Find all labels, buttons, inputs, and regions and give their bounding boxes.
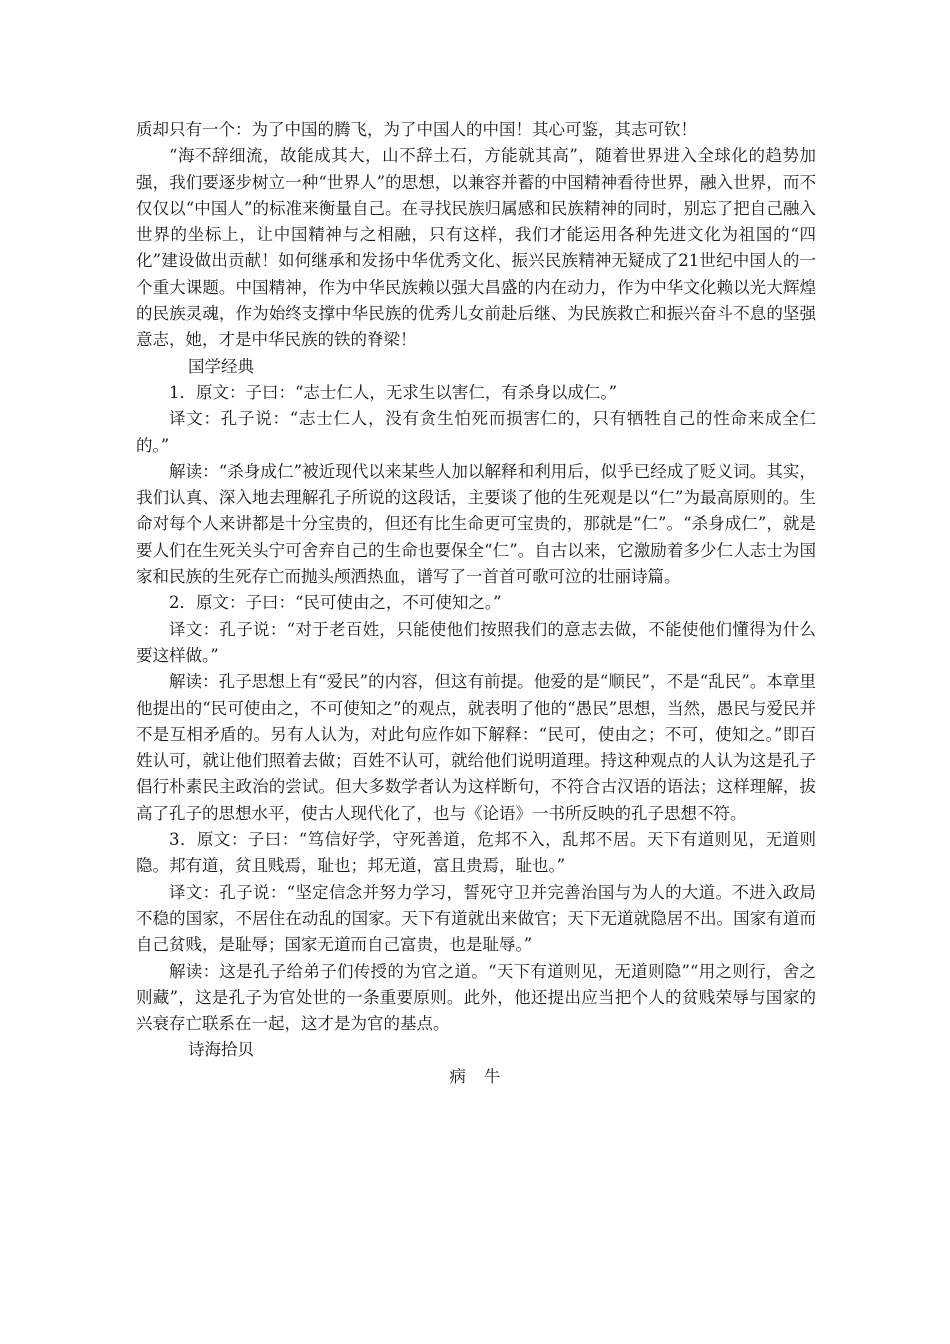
classic-1-commentary: 解读：“杀身成仁”被近现代以来某些人加以解释和利用后，似乎已经成了贬义词。其实，我们认真、深入地去理解孔子所说的这段话，主要谈了他的生死观是以“仁”为最高原则的。生命对每个人来讲都是十分宝贵的，但还有比生命更可宝贵的，那就是“仁”。“杀身成仁”，就是要人们在生死关头宁可舍弃自己的生命也要保全“仁”。自古以来，它激励着多少仁人志士为国家和民族的生死存亡而抛头颅洒热血，谱写了一首首可歌可泣的壮丽诗篇。 xyxy=(136,461,816,587)
classic-1-translation: 译文：孔子说：“志士仁人，没有贪生怕死而损害仁的，只有牺牲自己的性命来成全仁的。” xyxy=(136,409,816,455)
classic-2-commentary: 解读：孔子思想上有“爱民”的内容，但这有前提。他爱的是“顺民”，不是“乱民”。本章里他提出的“民可使由之，不可使知之”的观点，就表明了他的“愚民”思想，当然，愚民与爱民并不是互相矛盾的。另有人认为，对此句应作如下解释：“民可，使由之；不可，使知之。”即百姓认可，就让他们照着去做；百姓不认可，就给他们说明道理。持这种观点的人认为这是孔子倡行朴素民主政治的尝试。但大多数学者认为这样断句，不符合古汉语的语法；这样理解，拔高了孔子的思想水平，使古人现代化了，也与《论语》一书所反映的孔子思想不符。 xyxy=(136,672,816,823)
classic-2-original: 2．原文：子曰：“民可使由之，不可使知之。” xyxy=(169,593,502,613)
section-heading-classics: 国学经典 xyxy=(188,356,254,376)
classic-3-commentary: 解读：这是孔子给弟子们传授的为官之道。“天下有道则见，无道则隐”“用之则行，舍之则藏”，这是孔子为官处世的一条重要原则。此外，他还提出应当把个人的贫贱荣辱与国家的兴衰存亡联系在一起，这才是为官的基点。 xyxy=(136,961,816,1034)
document-body xyxy=(136,117,816,1090)
poem-title: 病牛 xyxy=(449,1066,519,1086)
classic-3-translation: 译文：孔子说：“坚定信念并努力学习，誓死守卫并完善治国与为人的大道。不进入政局不稳的国家，不居住在动乱的国家。天下有道就出来做官；天下无道就隐居不出。国家有道而自己贫贱，是耻辱；国家无道而自己富贵，也是耻辱。” xyxy=(136,882,816,955)
paragraph-continuation: 质却只有一个：为了中国的腾飞，为了中国人的中国！其心可鉴，其志可钦！ xyxy=(136,120,697,139)
classic-2-translation: 译文：孔子说：“对于老百姓，只能使他们按照我们的意志去做，不能使他们懂得为什么要这样做。” xyxy=(136,619,816,665)
section-heading-poetry: 诗海拾贝 xyxy=(188,1040,254,1060)
paragraph-chinese-spirit: “海不辞细流，故能成其大，山不辞土石，方能就其高”，随着世界进入全球化的趋势加强，我们要逐步树立一种“世界人”的思想，以兼容并蓄的中国精神看待世界，融入世界，而不仅仅以“中国人”的标准来衡量自己。在寻找民族归属感和民族精神的同时，别忘了把自己融入世界的坐标上，让中国精神与之相融，只有这样，我们才能运用各种先进文化为祖国的“四化”建设做出贡献！如何继承和发扬中华优秀文化、振兴民族精神无疑成了21世纪中国人的一个重大课题。中国精神，作为中华民族赖以强大昌盛的内在动力，作为中华文化赖以光大辉煌的民族灵魂，作为始终支撑中华民族的优秀儿女前赴后继、为民族救亡和振兴奋斗不息的坚强意志，她，才是中华民族的铁的脊梁！ xyxy=(136,146,816,350)
classic-3-original: 3．原文：子曰：“笃信好学，守死善道，危邦不入，乱邦不居。天下有道则见，无道则隐。邦有道，贫且贱焉，耻也；邦无道，富且贵焉，耻也。” xyxy=(136,830,816,876)
classic-1-original: 1．原文：子曰：“志士仁人，无求生以害仁，有杀身以成仁。” xyxy=(169,382,618,402)
